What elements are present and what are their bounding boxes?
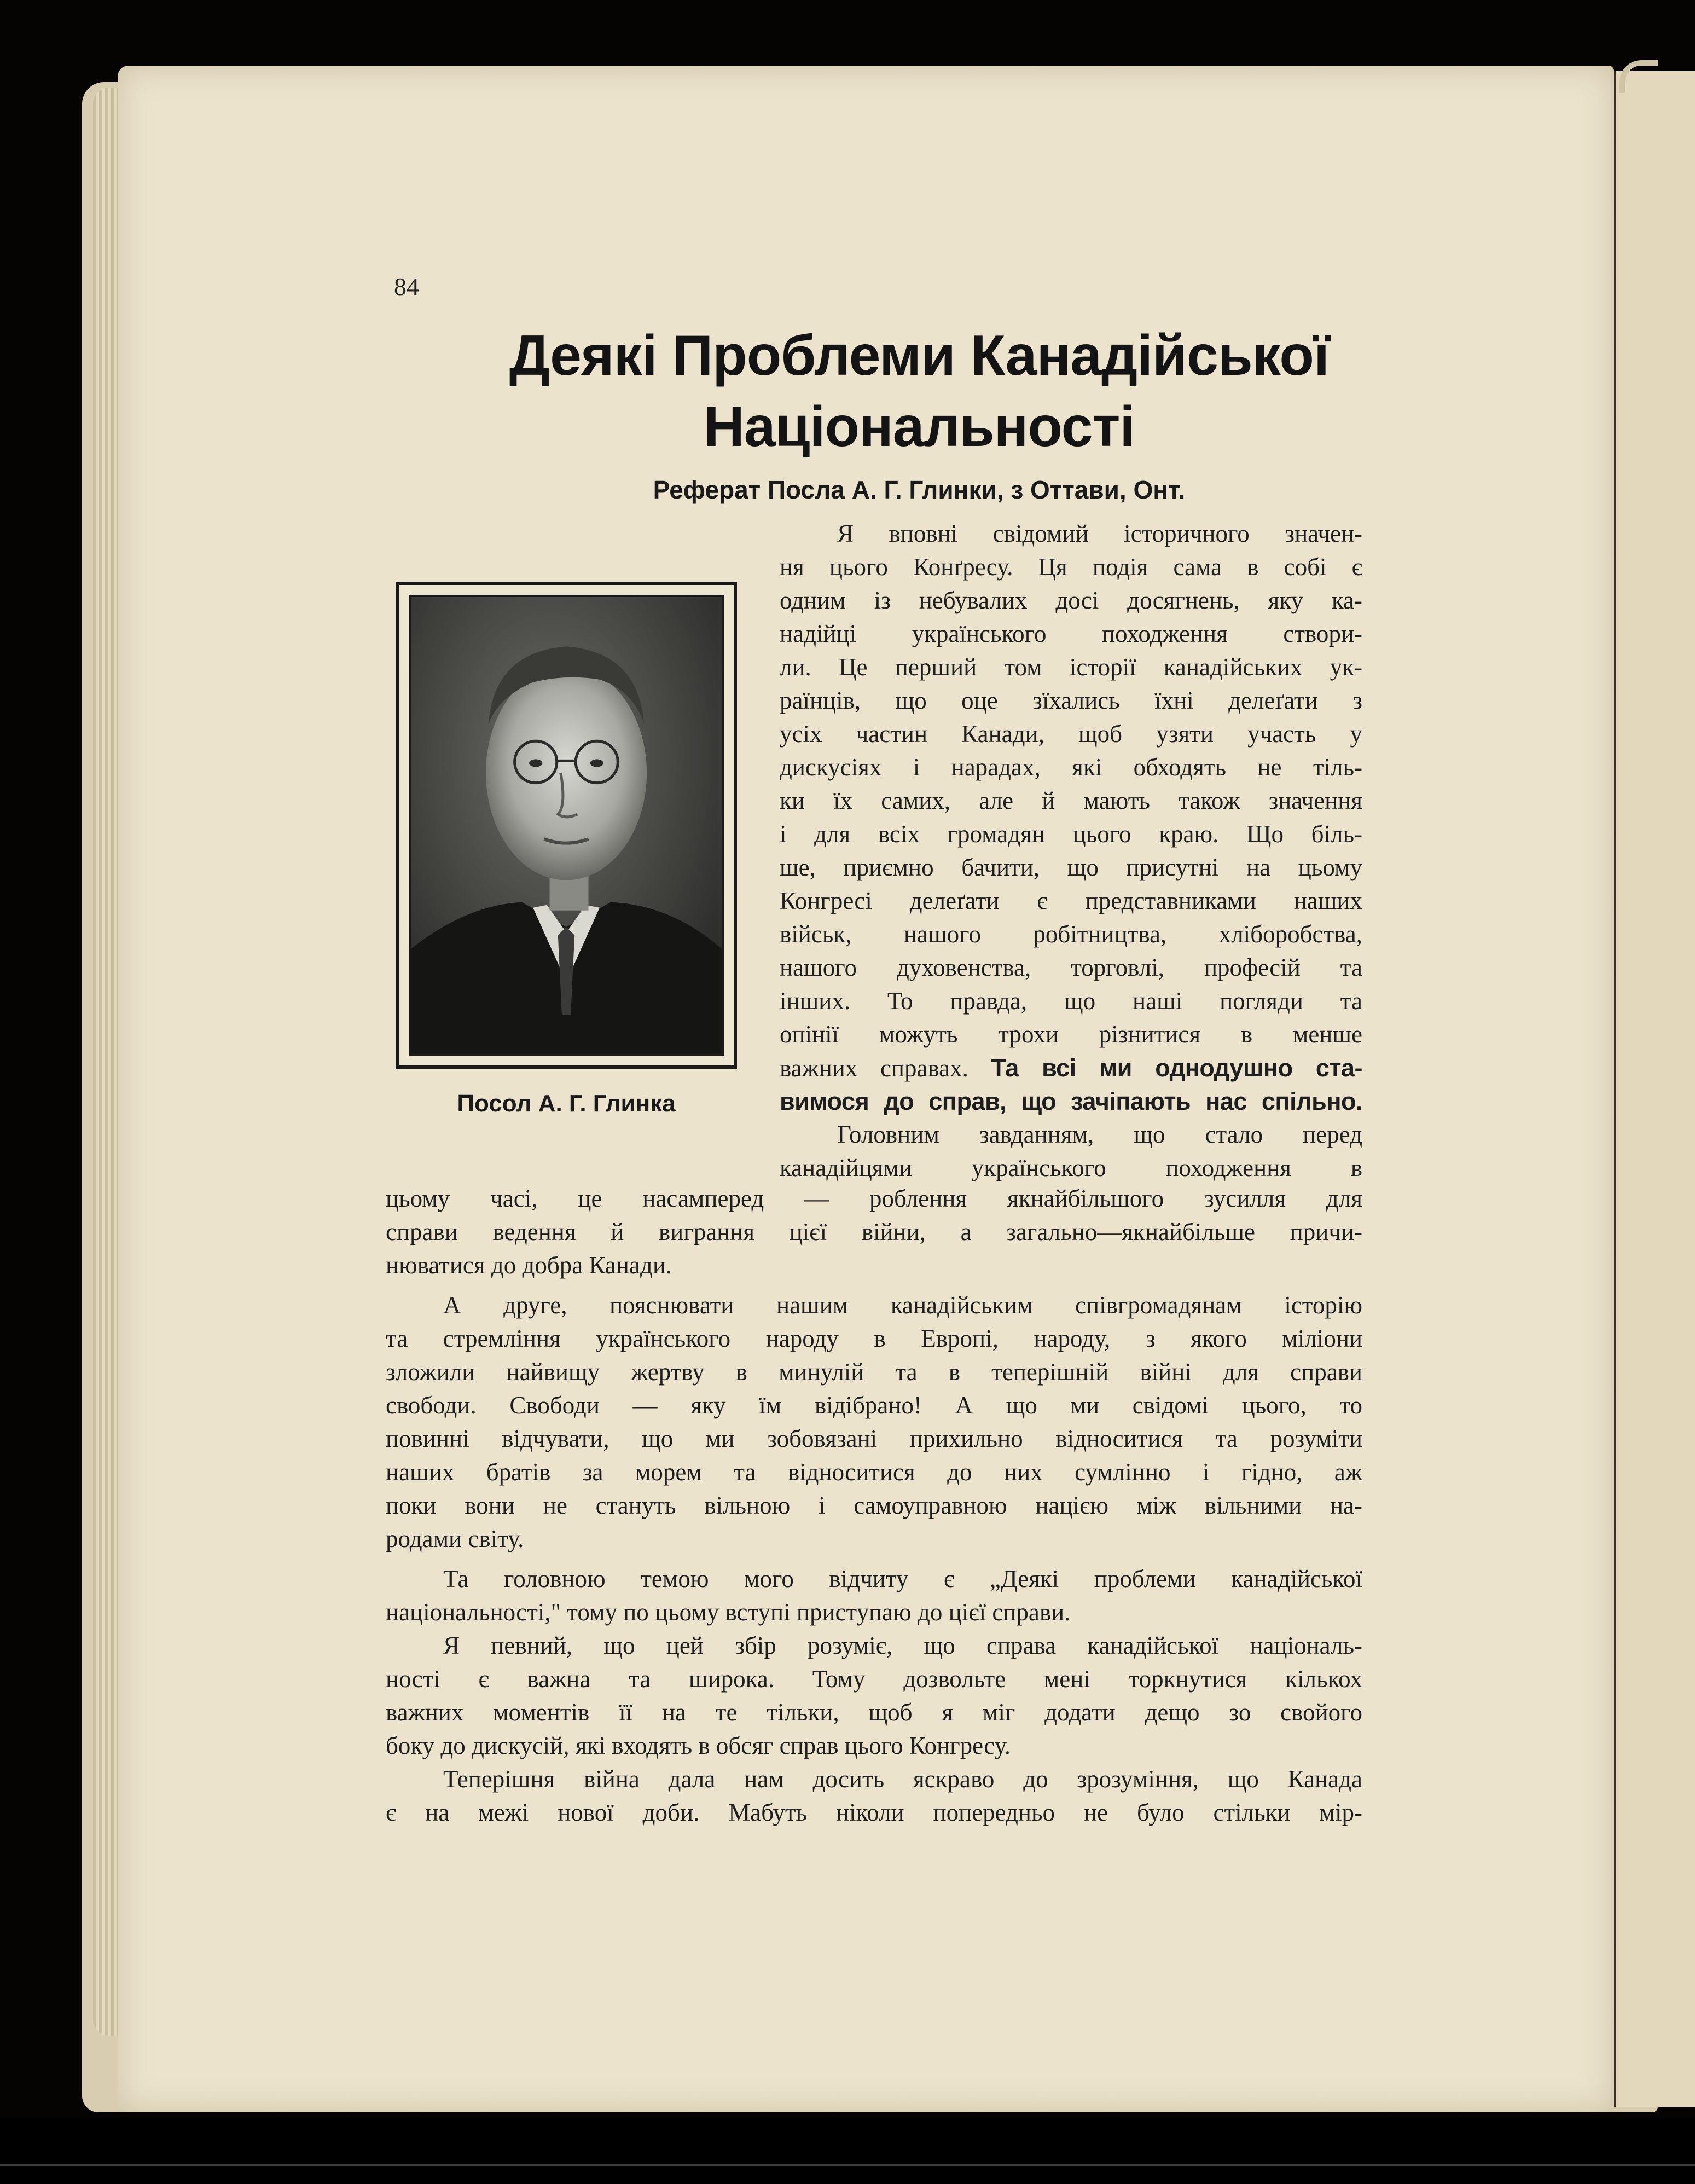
title-line-1: Деякі Проблеми Канадійської bbox=[509, 324, 1330, 387]
facing-page-edge bbox=[1614, 71, 1695, 2107]
text-line: Та головною темою мого відчиту є „Деякі проблеми канадійської bbox=[443, 1565, 1362, 1592]
text-line: А друге, пояснювати нашим канадійським співгромадянам історію bbox=[443, 1291, 1362, 1319]
paragraph-gap bbox=[386, 1556, 1362, 1562]
article-subtitle: Реферат Посла А. Г. Глинки, з Оттави, Онт. bbox=[653, 476, 1186, 504]
text-line: нашого духовенства, торговлі, професій та bbox=[780, 954, 1362, 981]
text-line: наших братів за морем та відноситися до них сумлінно і гідно, аж bbox=[386, 1458, 1362, 1486]
portrait-photo bbox=[409, 595, 724, 1056]
text-line: інших. То правда, що наші погляди та bbox=[780, 987, 1362, 1015]
text-line: є на межі нової доби. Мабуть ніколи попередньо не було стільки мір- bbox=[386, 1799, 1362, 1826]
text-line: повинні відчувати, що ми зобовязані прихильно відноситися та розуміти bbox=[386, 1425, 1362, 1452]
text-line: надійці українського походження створи- bbox=[780, 620, 1362, 647]
photo-caption: Посол А. Г. Глинка bbox=[457, 1090, 676, 1117]
page-number: 84 bbox=[394, 273, 419, 300]
text-line-mixed bbox=[780, 1051, 1362, 1085]
text-line: Головним завданням, що стало перед bbox=[837, 1121, 1362, 1148]
article-title bbox=[383, 320, 1455, 462]
text-line: нюватися до добра Канади. bbox=[386, 1252, 672, 1279]
text-line: одним із небувалих досі досягнень, яку ка- bbox=[780, 587, 1362, 614]
text-line: боку до дискусій, які входять в обсяг справ цього Конгресу. bbox=[386, 1732, 1011, 1759]
full-width-text bbox=[386, 1182, 1362, 1829]
text-line: справи ведення й виграння цієї війни, а загально—якнайбільше причи- bbox=[386, 1218, 1362, 1245]
text-line: Я вповні свідомий історичного значен- bbox=[837, 520, 1362, 547]
text-line: національності," тому по цьому вступі приступаю до цієї справи. bbox=[386, 1598, 1071, 1626]
text-line: раїнців, що оце зїхались їхні делеґати з bbox=[780, 687, 1362, 714]
text-line: опінії можуть трохи різнитися в менше bbox=[780, 1021, 1362, 1048]
paragraph-gap bbox=[386, 1282, 1362, 1289]
title-line-2: Національності bbox=[703, 395, 1135, 459]
text-line: ня цього Конґресу. Ця подія сама в собі є bbox=[780, 553, 1362, 581]
text-line: цьому часі, це насамперед — роблення якнайбільшого зусилля для bbox=[386, 1185, 1362, 1212]
text-line: ли. Це перший том історії канадійських ук- bbox=[780, 653, 1362, 681]
text-line: ше, приємно бачити, що присутні на цьому bbox=[780, 854, 1362, 881]
text-line: родами світу. bbox=[386, 1525, 524, 1552]
text-line: усіх частин Канади, щоб узяти участь у bbox=[780, 720, 1362, 748]
bookmark-ribbon bbox=[1619, 60, 1658, 93]
text-line: канадійцями українського походження в bbox=[780, 1154, 1362, 1181]
text-line: і для всіх громадян цього краю. Що біль- bbox=[780, 820, 1362, 848]
text-line: ності є важна та широка. Тому дозвольте мені торкнутися кількох bbox=[386, 1665, 1362, 1693]
text-line: поки вони не стануть вільною і самоуправною нацією між вільними на- bbox=[386, 1492, 1362, 1519]
text-segment: важних справах. bbox=[780, 1055, 991, 1082]
text-line: свободи. Свободи — яку їм відібрано! А що ми свідомі цього, то bbox=[386, 1392, 1362, 1419]
portrait-frame bbox=[396, 582, 737, 1069]
text-line: та стремління українського народу в Европі, народу, з якого міліони bbox=[386, 1325, 1362, 1352]
emphasis-line: вимося до справ, що зачіпають нас спільно. bbox=[780, 1087, 1362, 1115]
text-line: дискусіях і нарадах, які обходять не тіль- bbox=[780, 754, 1362, 781]
text-line: зложили найвищу жертву в минулій та в теперішній війні для справи bbox=[386, 1358, 1362, 1386]
text-line: важних моментів її на те тільки, щоб я міг додати дещо зо свойого bbox=[386, 1699, 1362, 1726]
right-column-text bbox=[780, 517, 1362, 1185]
scan-divider bbox=[0, 2164, 1695, 2166]
text-line: Теперішня війна дала нам досить яскраво до зрозуміння, що Канада bbox=[443, 1765, 1362, 1793]
text-line: військ, нашого робітництва, хліборобства, bbox=[780, 920, 1362, 948]
text-line: Конгресі делеґати є представниками наших bbox=[780, 887, 1362, 914]
emphasis-text: Та всі ми однодушно ста- bbox=[991, 1054, 1362, 1082]
scan-background bbox=[0, 2118, 1695, 2184]
text-line: ки їх самих, але й мають також значення bbox=[780, 787, 1362, 814]
text-line: Я певний, що цей збір розуміє, що справа канадійської національ- bbox=[443, 1632, 1362, 1659]
